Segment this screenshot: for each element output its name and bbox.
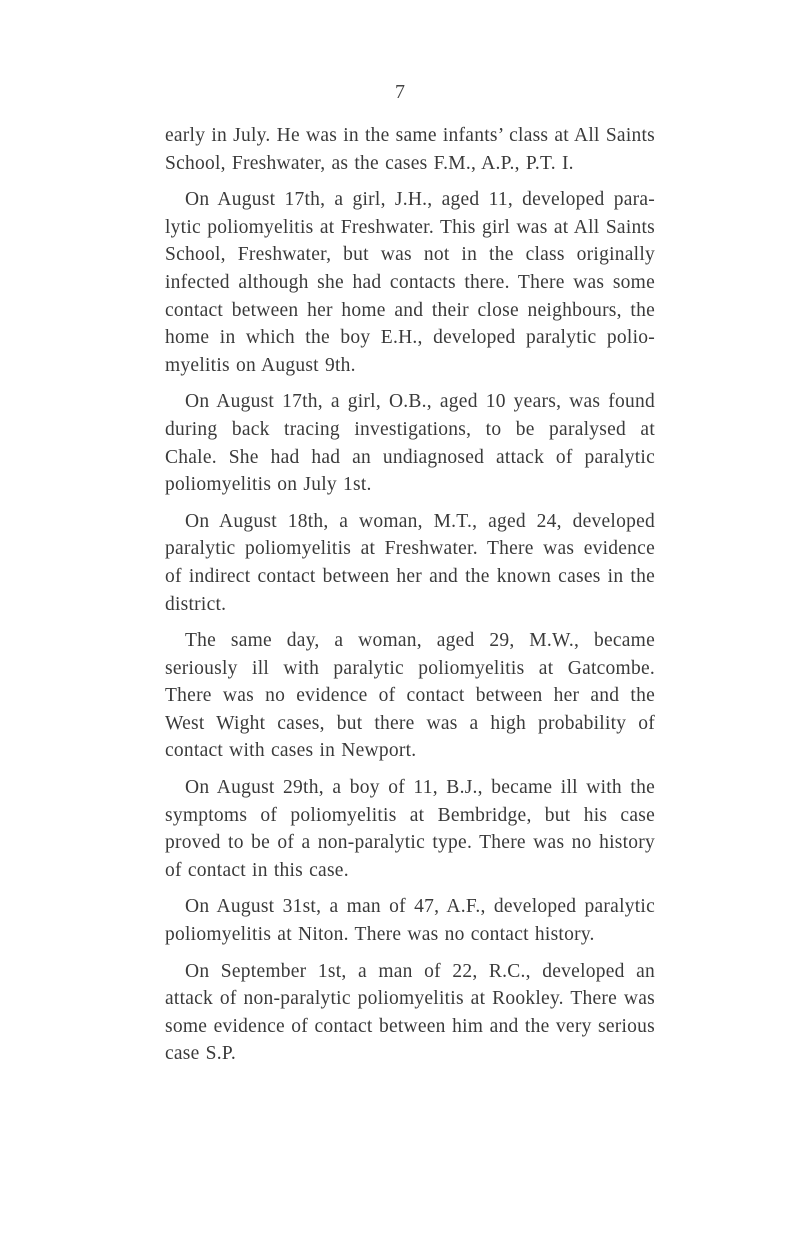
paragraph-case-jh: On August 17th, a girl, J.H., aged 11, developed para-lytic poliomyelitis at Freshwater. This girl was at All Saints School, Freshwater, but was not in the class originally infected although she had contacts there. There was some contact between her home and their close neighbours, the home in which the boy E.H., developed paralytic polio-myelitis on August 9th. [165, 189, 655, 376]
paragraph-case-mt: On August 18th, a woman, M.T., aged 24, developed paralytic poliomyelitis at Freshwater. There was evidence of indirect contact between her and the known cases in the district. [165, 510, 655, 615]
paragraph-continuation: early in July. He was in the same infants’ class at All Saints School, Freshwater, as the cases F.M., A.P., P.T. I. [165, 125, 655, 174]
page-number: 7 [395, 81, 405, 103]
paragraph-case-rc: On September 1st, a man of 22, R.C., developed an attack of non-paralytic poliomyelitis at Rookley. There was some evidence of contact between him and the very serious case S.P. [165, 960, 655, 1065]
paragraph-case-bj: On August 29th, a boy of 11, B.J., became ill with the symptoms of poliomyelitis at Bembridge, but his case proved to be of a non-paralytic type. There was no history of contact in this case. [165, 777, 655, 881]
paragraph-case-af: On August 31st, a man of 47, A.F., developed paralytic poliomyelitis at Niton. There was no contact history. [165, 896, 655, 946]
paragraph-case-ob: On August 17th, a girl, O.B., aged 10 years, was found during back tracing investigations, to be paralysed at Chale. She had had an undiagnosed attack of paralytic poliomyelitis on July 1st. [165, 391, 655, 496]
body-text [165, 122, 655, 1068]
paragraph-case-mw: The same day, a woman, aged 29, M.W., became seriously ill with paralytic poliomyelitis at Gatcombe. There was no evidence of contact between her and the West Wight cases, but there was a high probability of contact with cases in Newport. [165, 630, 655, 762]
